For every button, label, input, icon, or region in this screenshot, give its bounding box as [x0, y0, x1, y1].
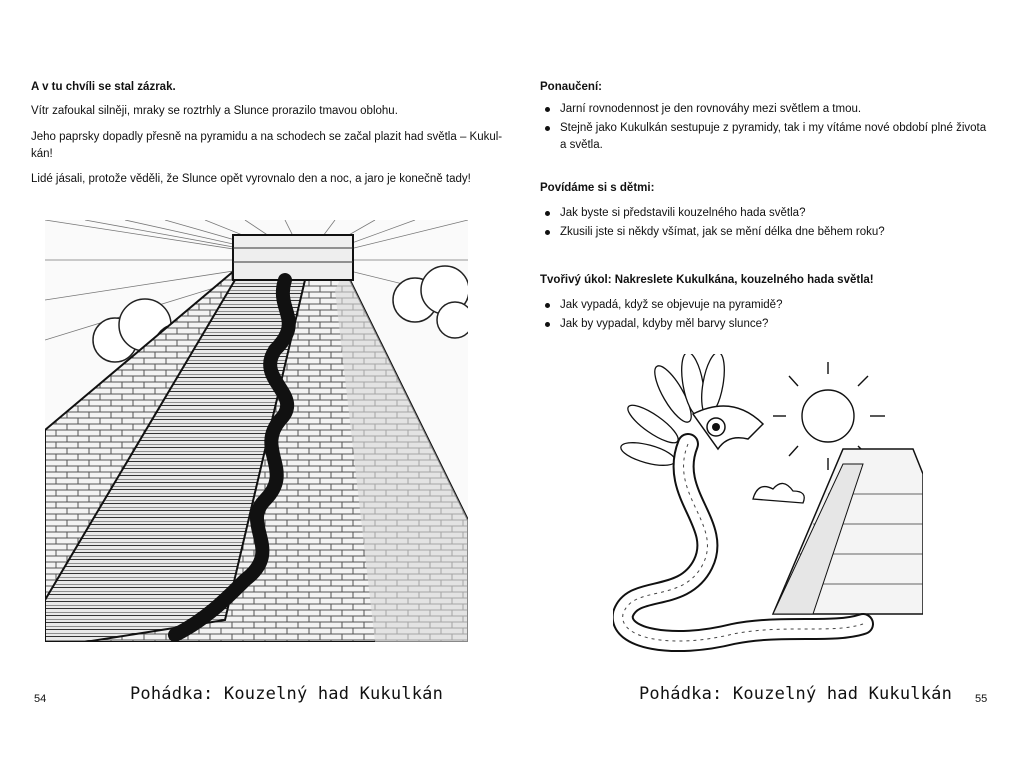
page-number-right: 55	[975, 693, 988, 705]
section-title-creative-task: Tvořivý úkol: Nakreslete Kukulkána, kouzelného hada světla!	[540, 274, 874, 286]
list-item: Jak by vypadal, kdyby měl barvy slunce?	[540, 316, 990, 333]
list-item	[540, 120, 990, 154]
section-title-discussion: Povídáme si s dětmi:	[540, 182, 655, 194]
serpent-illustration	[613, 354, 923, 656]
footer-title-right: Pohádka: Kouzelný had Kukulkán	[639, 684, 953, 704]
right-page	[512, 0, 1024, 768]
page-number-left: 54	[34, 693, 47, 705]
list-item-text: Stejně jako Kukulkán sestupuje z pyramidy, tak i my vítáme nové období plné života	[560, 122, 987, 134]
pyramid-illustration	[45, 220, 468, 642]
story-paragraph-2-cont: kán!	[31, 148, 53, 160]
story-paragraph-1: Vítr zafoukal silněji, mraky se roztrhly a Slunce prorazilo tmavou oblohu.	[31, 105, 398, 117]
story-heading: A v tu chvíli se stal zázrak.	[31, 81, 176, 93]
list-item-text-cont: a světla.	[560, 139, 603, 151]
section-title-lesson: Ponaučení:	[540, 81, 602, 93]
list-item: Jak byste si představili kouzelného hada světla?	[540, 205, 990, 222]
footer-title-left: Pohádka: Kouzelný had Kukulkán	[130, 684, 444, 704]
discussion-list	[540, 205, 990, 243]
creative-task-list	[540, 297, 990, 335]
story-paragraph-2: Jeho paprsky dopadly přesně na pyramidu a na schodech se začal plazit had světla – Kukul-	[31, 131, 503, 143]
list-item: Jarní rovnodennost je den rovnováhy mezi světlem a tmou.	[540, 101, 990, 118]
list-item: Jak vypadá, když se objevuje na pyramidě?	[540, 297, 990, 314]
lesson-list	[540, 101, 990, 120]
list-item: Zkusili jste si někdy všímat, jak se mění délka dne během roku?	[540, 224, 990, 241]
story-paragraph-3: Lidé jásali, protože věděli, že Slunce opět vyrovnalo den a noc, a jaro je konečně tady!	[31, 173, 471, 185]
lesson-list-2	[540, 120, 990, 156]
